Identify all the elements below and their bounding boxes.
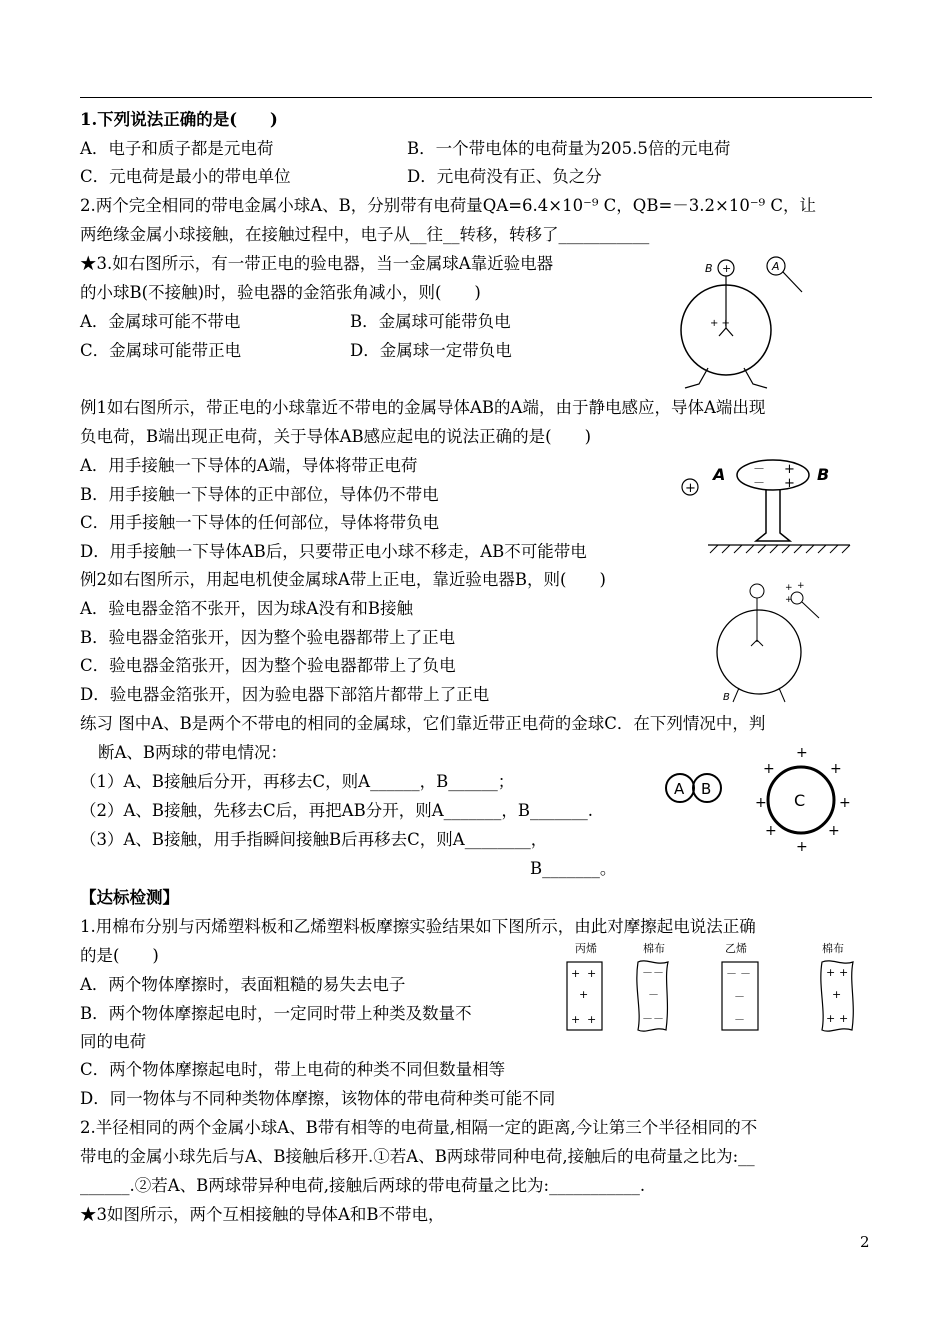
t1-option-a: A．两个物体摩擦时，表面粗糙的易失去电子	[80, 975, 406, 994]
label-c: C	[794, 791, 806, 810]
section-heading: 【达标检测】	[80, 888, 179, 907]
q1-option-a: A．电子和质子都是元电荷	[80, 139, 274, 158]
c2-plus-2: +	[839, 966, 849, 979]
t1-option-b: B．两个物体摩擦起电时，一定同时带上种类及数量不	[80, 1004, 472, 1023]
p-plus-4: +	[571, 1013, 581, 1026]
p-plus-3: +	[579, 988, 589, 1001]
practice-stem-line2: 断A、B两球的带电情况：	[98, 743, 288, 762]
label-b: B	[723, 692, 730, 703]
minus-1: －	[753, 462, 766, 476]
ex1-option-a: A．用手接触一下导体的A端，导体将带正电荷	[80, 456, 418, 475]
t1-option-b-cont: 同的电荷	[80, 1032, 146, 1051]
electroscope-figure-2	[715, 580, 825, 705]
t2-stem-line3: ______.②若A、B两球带异种电荷,接触后两球的带电荷量之比为:___________.	[80, 1176, 646, 1195]
plus-1: +	[784, 462, 795, 477]
friction-figure	[560, 940, 860, 1040]
plus-tl: +	[763, 761, 775, 777]
minus-2: －	[753, 476, 766, 490]
p-plus-2: +	[587, 967, 597, 980]
label-cotton-1: 棉布	[643, 942, 665, 955]
ex1-stem-line2: 负电荷，B端出现正电荷，关于导体AB感应起电的说法正确的是( )	[80, 427, 592, 446]
c1-minus-5: －	[653, 1012, 664, 1025]
plus-3: +	[785, 595, 793, 605]
ex1-option-d: D．用手接触一下导体AB后，只要带正电小球不移走，AB不可能带电	[80, 542, 587, 561]
practice-item-3: （3）A、B接触，用手指瞬间接触B后再移去C，则A________，	[80, 830, 548, 849]
label-b: B	[705, 262, 713, 275]
e-minus-4: －	[734, 1013, 745, 1026]
plus-bl: +	[765, 823, 777, 839]
ex1-stem-line1: 例1如右图所示，带正电的小球靠近不带电的金属导体AB的A端，由于静电感应，导体A端出现	[80, 398, 766, 417]
t1-option-d: D．同一物体与不同种类物体摩擦，该物体的带电荷种类可能不同	[80, 1089, 556, 1108]
c1-minus-2: －	[653, 966, 664, 979]
plus-1: +	[785, 583, 793, 593]
c2-plus-4: +	[826, 1012, 836, 1025]
plus-bottom: +	[796, 839, 808, 855]
ex2-option-b: B．验电器金箔张开，因为整个验电器都带上了正电	[80, 628, 456, 647]
electroscope-figure	[675, 250, 805, 390]
t1-stem-line1: 1.用棉布分别与丙烯塑料板和乙烯塑料板摩擦实验结果如下图所示，由此对摩擦起电说法正确	[80, 917, 756, 936]
t3-stem: ★3如图所示，两个互相接触的导体A和B不带电，	[80, 1205, 445, 1224]
t2-stem-line2: 带电的金属小球先后与A、B接触后移开.①若A、B两球带同种电荷,接触后的电荷量之比为:__	[80, 1147, 755, 1166]
t1-stem-line2: 的是( )	[80, 946, 159, 965]
label-a: A	[772, 260, 780, 273]
t1-option-c: C．两个物体摩擦起电时，带上电荷的种类不同但数量相等	[80, 1060, 506, 1079]
label-ethylene: 乙烯	[725, 942, 747, 955]
label-propylene: 丙烯	[575, 942, 597, 955]
header-rule	[80, 97, 872, 98]
c1-minus-1: －	[642, 966, 653, 979]
ball-plus: +	[685, 481, 696, 496]
label-cotton-2: 棉布	[822, 942, 844, 955]
q1-stem: 1.下列说法正确的是( )	[80, 110, 278, 129]
e-minus-3: －	[734, 990, 745, 1003]
ex2-option-a: A．验电器金箔不张开，因为球A没有和B接触	[80, 599, 413, 618]
q3-stem-line2: 的小球B(不接触)时，验电器的金箔张角减小，则( )	[80, 283, 481, 302]
c2-plus-5: +	[839, 1012, 849, 1025]
t2-stem-line1: 2.半径相同的两个金属小球A、B带有相等的电荷量,相隔一定的距离,今让第三个半径相同的不	[80, 1118, 758, 1137]
practice-item-2: （2）A、B接触，先移去C后，再把AB分开，则A_______，B_______.	[80, 801, 593, 820]
c1-minus-3: －	[648, 988, 659, 1001]
conductor-figure	[680, 455, 850, 555]
page-number: 2	[860, 1233, 870, 1251]
q1-option-c: C．元电荷是最小的带电单位	[80, 167, 291, 186]
c1-minus-4: －	[642, 1012, 653, 1025]
label-a: A	[713, 465, 726, 484]
ex2-option-c: C．验电器金箔张开，因为整个验电器都带上了负电	[80, 656, 456, 675]
label-b: B	[817, 465, 830, 484]
plus-right: +	[839, 795, 851, 811]
plus-left: +	[755, 795, 767, 811]
q1-option-d: D．元电荷没有正、负之分	[407, 167, 602, 186]
q3-option-d: D．金属球一定带负电	[350, 341, 512, 360]
p-plus-1: +	[571, 967, 581, 980]
leaf-charges: + +	[710, 318, 730, 329]
q3-option-b: B．金属球可能带负电	[350, 312, 511, 331]
c2-plus-1: +	[826, 966, 836, 979]
plus-tr: +	[830, 761, 842, 777]
ex2-option-d: D．验电器金箔张开，因为验电器下部箔片都带上了正电	[80, 685, 490, 704]
q3-stem-line1: ★3.如右图所示，有一带正电的验电器，当一金属球A靠近验电器	[80, 254, 554, 273]
e-minus-2: －	[740, 967, 751, 980]
practice-item-3-cont: B_______。	[530, 859, 617, 878]
plus-2: +	[797, 581, 805, 591]
q3-option-a: A．金属球可能不带电	[80, 312, 241, 331]
q3-option-c: C．金属球可能带正电	[80, 341, 242, 360]
practice-item-1: （1）A、B接触后分开，再移去C，则A______，B______；	[80, 772, 515, 791]
spheres-figure	[663, 745, 853, 855]
q2-stem-line2: 两绝缘金属小球接触，在接触过程中，电子从__往__转移，转移了___________	[80, 225, 650, 244]
ex2-stem: 例2如右图所示，用起电机使金属球A带上正电，靠近验电器B，则( )	[80, 570, 606, 589]
ball-plus: +	[722, 262, 732, 275]
plus-2: +	[784, 476, 795, 491]
q2-stem-line1: 2.两个完全相同的带电金属小球A、B，分别带有电荷量QA=6.4×10⁻⁹ C，QB=－3.2×10⁻⁹ C，让	[80, 196, 817, 215]
p-plus-5: +	[587, 1013, 597, 1026]
e-minus-1: －	[726, 967, 737, 980]
ex1-option-b: B．用手接触一下导体的正中部位，导体仍不带电	[80, 485, 439, 504]
q1-option-b: B．一个带电体的电荷量为205.5倍的元电荷	[407, 139, 731, 158]
c2-plus-3: +	[832, 988, 842, 1001]
label-b: B	[701, 780, 712, 798]
plus-top: +	[796, 745, 808, 761]
practice-stem-line1: 练习 图中A、B是两个不带电的相同的金属球，它们靠近带正电荷的金球C．在下列情况中，判	[80, 714, 766, 733]
ex1-option-c: C．用手接触一下导体的任何部位，导体将带负电	[80, 513, 440, 532]
label-a: A	[674, 780, 685, 798]
plus-br: +	[828, 823, 840, 839]
